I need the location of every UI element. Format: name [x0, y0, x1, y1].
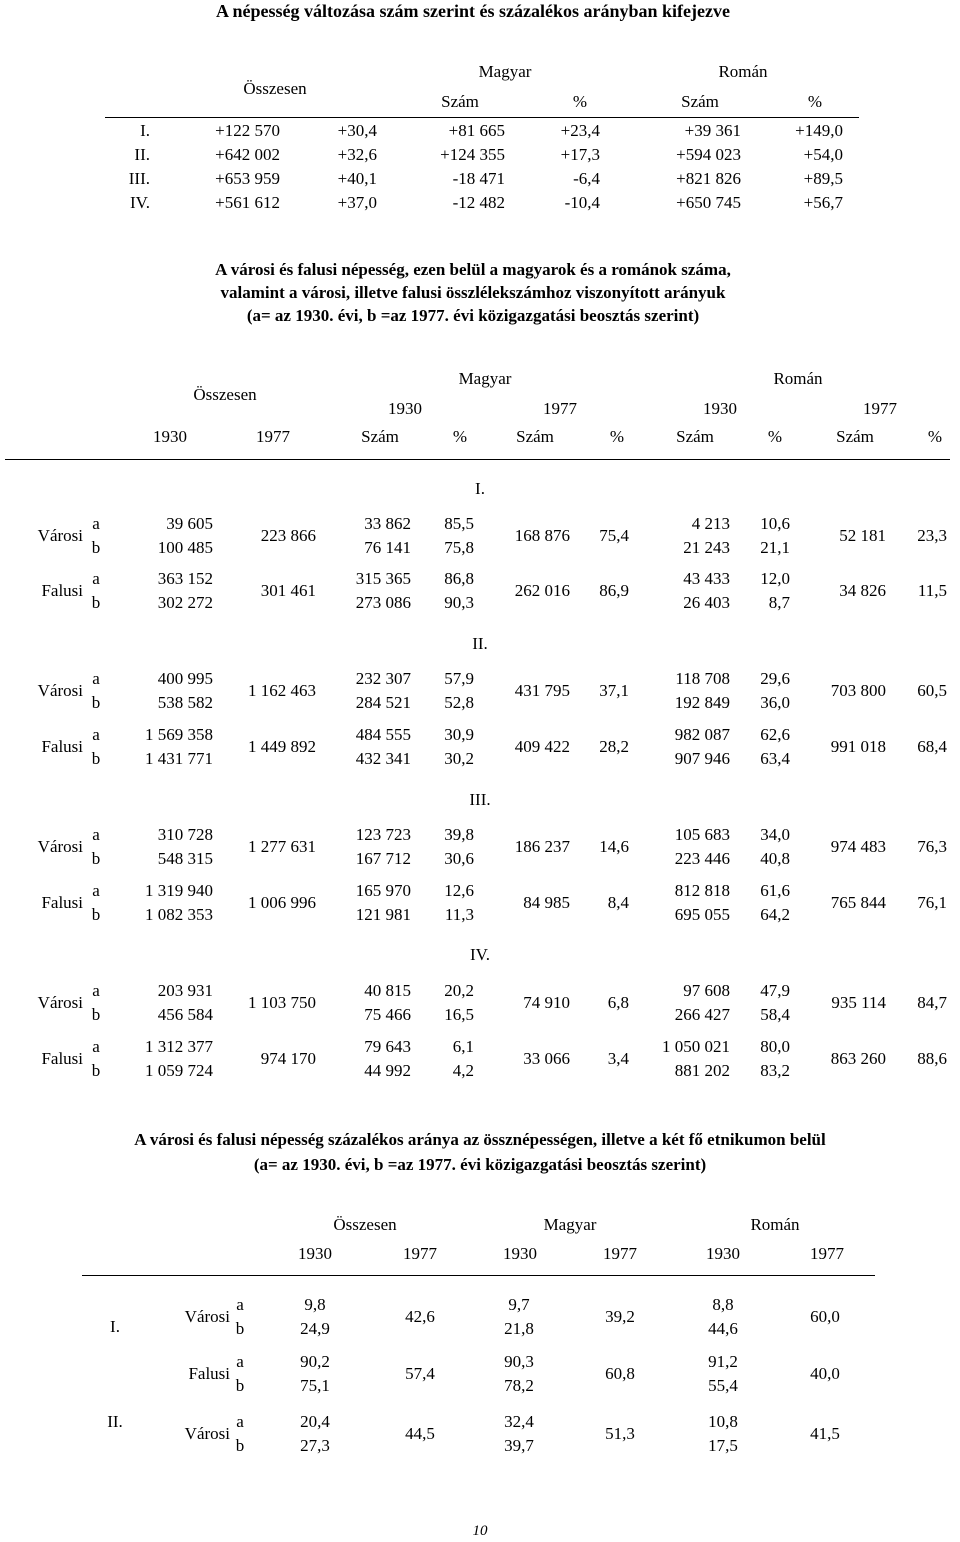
cell-magyar-1930-szam-b: 75 466: [364, 1005, 411, 1024]
cell-osszesen-szam: +653 959: [215, 169, 280, 188]
cell-magyar-1977-pct: 6,8: [607, 993, 629, 1012]
col-header-pct: %: [927, 427, 943, 446]
row-variant-b: b: [91, 1061, 101, 1080]
cell-roman-1930-pct-b: 36,0: [760, 693, 790, 712]
cell-roman-1930-b: 55,4: [708, 1376, 738, 1395]
cell-roman-1977-szam: 863 260: [830, 1049, 886, 1068]
cell-magyar-1930-szam-a: 165 970: [355, 881, 411, 900]
col-header-year: 1977: [863, 399, 897, 418]
table1-header-rule: [105, 117, 859, 118]
col-header-year: 1930: [298, 1244, 332, 1263]
row-name: Városi: [37, 681, 83, 700]
table3-title: [0, 1127, 960, 1177]
cell-osszesen-1930-b: 1 431 771: [145, 749, 213, 768]
cell-osszesen-1930-a: 363 152: [157, 569, 213, 588]
cell-magyar-1977-szam: 168 876: [514, 526, 570, 545]
section-label: IV.: [470, 945, 490, 964]
cell-magyar-1930-pct-b: 16,5: [444, 1005, 474, 1024]
cell-magyar-1930-pct-a: 6,1: [452, 1037, 474, 1056]
cell-osszesen-1930-b: 24,9: [300, 1319, 330, 1338]
row-name: Városi: [37, 993, 83, 1012]
cell-osszesen-1930-b: 548 315: [157, 849, 213, 868]
cell-osszesen-1930-a: 39 605: [166, 514, 213, 533]
col-header-szam: Szám: [676, 427, 714, 446]
cell-roman-1977-szam: 34 826: [839, 581, 886, 600]
col-header-year: 1930: [703, 399, 737, 418]
row-name: Falusi: [41, 581, 83, 600]
cell-magyar-1930-pct-a: 86,8: [444, 569, 474, 588]
col-header-year: 1977: [810, 1244, 844, 1263]
cell-magyar-1930-a: 90,3: [504, 1352, 534, 1371]
col-header-year: 1977: [256, 427, 290, 446]
cell-roman-1930-pct-b: 21,1: [760, 538, 790, 557]
cell-osszesen-1930-b: 1 082 353: [145, 905, 213, 924]
cell-osszesen-1930-a: 1 569 358: [145, 725, 213, 744]
row-label: IV.: [130, 193, 150, 212]
table1-title: A népesség változása szám szerint és százalékos arányban kifejezve: [216, 1, 730, 21]
col-header-year: 1977: [543, 399, 577, 418]
cell-roman-1977-szam: 52 181: [839, 526, 886, 545]
row-variant-a: a: [92, 569, 100, 588]
cell-magyar-1930-szam-a: 232 307: [355, 669, 411, 688]
cell-magyar-1930-pct-a: 12,6: [444, 881, 474, 900]
cell-roman-1930-szam-a: 4 213: [691, 514, 730, 533]
cell-roman-1977-pct: 11,5: [917, 581, 947, 600]
section-label: I.: [110, 1317, 120, 1336]
cell-magyar-1930-pct-a: 30,9: [444, 725, 474, 744]
col-header-roman: Román: [750, 1215, 800, 1234]
col-header-szam: Szám: [516, 427, 554, 446]
cell-osszesen-1930-a: 90,2: [300, 1352, 330, 1371]
cell-roman-1930-pct-b: 63,4: [760, 749, 790, 768]
cell-roman-szam: +594 023: [676, 145, 741, 164]
cell-roman-1930-pct-a: 34,0: [760, 825, 790, 844]
col-header-szam: Szám: [681, 92, 719, 111]
row-variant-a: a: [92, 825, 100, 844]
cell-roman-1930-pct-b: 8,7: [768, 593, 790, 612]
cell-roman-1977-pct: 76,3: [917, 837, 947, 856]
cell-magyar-1977-pct: 75,4: [599, 526, 629, 545]
cell-roman-1977-szam: 991 018: [830, 737, 886, 756]
cell-magyar-pct: -10,4: [564, 193, 600, 212]
row-variant-a: a: [92, 881, 100, 900]
table2-title-line2: valamint a városi, illetve falusi összlélekszámhoz viszonyított arányuk: [220, 283, 726, 302]
cell-magyar-1930-pct-b: 4,2: [452, 1061, 474, 1080]
cell-magyar-pct: +23,4: [560, 121, 600, 140]
cell-roman-1930-pct-a: 47,9: [760, 981, 790, 1000]
cell-magyar-1977-szam: 409 422: [514, 737, 570, 756]
cell-roman-1930-pct-a: 80,0: [760, 1037, 790, 1056]
cell-roman-1930-pct-b: 58,4: [760, 1005, 790, 1024]
row-variant-b: b: [235, 1319, 245, 1338]
cell-osszesen-1977: 1 449 892: [248, 737, 316, 756]
cell-roman-1930-pct-a: 12,0: [760, 569, 790, 588]
row-variant-a: a: [92, 669, 100, 688]
cell-magyar-1977-pct: 86,9: [599, 581, 629, 600]
row-variant-a: a: [236, 1352, 244, 1371]
cell-roman-1930-szam-b: 266 427: [674, 1005, 730, 1024]
row-variant-b: b: [91, 538, 101, 557]
cell-osszesen-pct: +40,1: [337, 169, 377, 188]
table3-title-line2: (a= az 1930. évi, b =az 1977. évi közigazgatási beosztás szerint): [253, 1155, 707, 1174]
row-name: Falusi: [41, 1049, 83, 1068]
cell-osszesen-pct: +32,6: [337, 145, 377, 164]
cell-osszesen-1930-b: 456 584: [157, 1005, 213, 1024]
col-header-pct: %: [572, 92, 588, 111]
cell-roman-1930-szam-a: 118 708: [675, 669, 730, 688]
cell-roman-1930-pct-a: 61,6: [760, 881, 790, 900]
cell-roman-1977-szam: 703 800: [830, 681, 886, 700]
cell-osszesen-1977: 1 006 996: [248, 893, 316, 912]
cell-magyar-1930-pct-b: 30,6: [444, 849, 474, 868]
cell-magyar-1930-pct-b: 90,3: [444, 593, 474, 612]
row-name: Városi: [37, 837, 83, 856]
table2-title-line1: A városi és falusi népesség, ezen belül a magyarok és a románok száma,: [215, 260, 731, 279]
cell-magyar-szam: +81 665: [448, 121, 505, 140]
cell-magyar-szam: +124 355: [440, 145, 505, 164]
cell-roman-1930-pct-a: 29,6: [760, 669, 790, 688]
section-label: I.: [475, 479, 485, 498]
cell-osszesen-1930-a: 1 312 377: [145, 1037, 213, 1056]
row-variant-a: a: [236, 1412, 244, 1431]
cell-osszesen-1977: 974 170: [260, 1049, 316, 1068]
cell-roman-1930-pct-b: 83,2: [760, 1061, 790, 1080]
cell-magyar-1977: 51,3: [605, 1424, 635, 1443]
cell-osszesen-1977: 223 866: [260, 526, 316, 545]
col-header-roman: Román: [718, 62, 768, 81]
cell-magyar-1930-szam-b: 273 086: [355, 593, 411, 612]
cell-osszesen-1930-b: 75,1: [300, 1376, 330, 1395]
cell-magyar-1977-szam: 84 985: [523, 893, 570, 912]
cell-magyar-1930-pct-b: 11,3: [444, 905, 474, 924]
table2-title-line3: (a= az 1930. évi, b =az 1977. évi közigazgatási beosztás szerint): [246, 306, 700, 325]
col-header-magyar: Magyar: [478, 62, 532, 81]
cell-magyar-1930-b: 39,7: [504, 1436, 534, 1455]
cell-magyar-1977-szam: 33 066: [523, 1049, 570, 1068]
cell-osszesen-1930-a: 203 931: [157, 981, 213, 1000]
cell-magyar-1930-pct-b: 52,8: [444, 693, 474, 712]
cell-magyar-1930-pct-a: 39,8: [444, 825, 474, 844]
cell-roman-1977: 40,0: [810, 1364, 840, 1383]
cell-magyar-1930-szam-a: 123 723: [355, 825, 411, 844]
cell-magyar-szam: -18 471: [452, 169, 505, 188]
cell-magyar-1977-pct: 37,1: [599, 681, 629, 700]
cell-roman-pct: +56,7: [803, 193, 843, 212]
cell-magyar-1930-pct-b: 75,8: [444, 538, 474, 557]
cell-magyar-1930-szam-a: 33 862: [364, 514, 411, 533]
cell-magyar-1977: 60,8: [605, 1364, 635, 1383]
cell-osszesen-1977: 301 461: [260, 581, 316, 600]
cell-osszesen-1977: 1 162 463: [248, 681, 316, 700]
col-header-year: 1930: [388, 399, 422, 418]
cell-magyar-1977-pct: 28,2: [599, 737, 629, 756]
cell-magyar-1930-szam-a: 40 815: [364, 981, 411, 1000]
cell-osszesen-1930-b: 100 485: [157, 538, 213, 557]
row-label: II.: [134, 145, 150, 164]
table3-header-rule: [82, 1275, 875, 1276]
cell-roman-1930-b: 17,5: [708, 1436, 738, 1455]
cell-magyar-1977-szam: 186 237: [514, 837, 570, 856]
cell-magyar-1930-szam-a: 315 365: [355, 569, 411, 588]
cell-roman-1930-szam-b: 26 403: [683, 593, 730, 612]
cell-osszesen-1930-b: 27,3: [300, 1436, 330, 1455]
section-label: II.: [107, 1412, 123, 1431]
cell-osszesen-1930-a: 1 319 940: [145, 881, 213, 900]
table2-header-rule: [5, 459, 950, 460]
cell-roman-1930-szam-a: 97 608: [683, 981, 730, 1000]
cell-osszesen-1930-a: 310 728: [157, 825, 213, 844]
cell-osszesen-1930-b: 302 272: [157, 593, 213, 612]
cell-roman-1977-pct: 68,4: [917, 737, 947, 756]
cell-magyar-1930-b: 21,8: [504, 1319, 534, 1338]
cell-roman-1977: 60,0: [810, 1307, 840, 1326]
cell-roman-1930-szam-a: 43 433: [683, 569, 730, 588]
row-name: Falusi: [41, 737, 83, 756]
cell-osszesen-szam: +642 002: [215, 145, 280, 164]
col-header-year: 1930: [503, 1244, 537, 1263]
cell-magyar-1977-pct: 8,4: [607, 893, 629, 912]
cell-roman-1930-pct-a: 10,6: [760, 514, 790, 533]
col-header-year: 1930: [706, 1244, 740, 1263]
cell-roman-1930-szam-b: 695 055: [674, 905, 730, 924]
col-header-osszesen: Összesen: [193, 385, 257, 404]
cell-magyar-1930-b: 78,2: [504, 1376, 534, 1395]
row-variant-a: a: [236, 1295, 244, 1314]
cell-osszesen-pct: +37,0: [337, 193, 377, 212]
cell-roman-1930-a: 91,2: [708, 1352, 738, 1371]
col-header-roman: Román: [773, 369, 823, 388]
cell-roman-1930-a: 8,8: [712, 1295, 734, 1314]
row-variant-a: a: [92, 1037, 100, 1056]
col-header-pct: %: [609, 427, 625, 446]
col-header-szam: Szám: [441, 92, 479, 111]
cell-osszesen-1930-b: 538 582: [157, 693, 213, 712]
cell-roman-1977-szam: 974 483: [830, 837, 886, 856]
cell-magyar-1930-szam-b: 284 521: [355, 693, 411, 712]
cell-magyar-pct: +17,3: [560, 145, 600, 164]
cell-roman-1930-szam-a: 105 683: [674, 825, 730, 844]
cell-magyar-1930-szam-b: 432 341: [355, 749, 411, 768]
cell-roman-1930-szam-b: 907 946: [674, 749, 730, 768]
row-label: I.: [140, 121, 150, 140]
cell-magyar-1930-szam-b: 44 992: [364, 1061, 411, 1080]
page-number: 10: [472, 1523, 488, 1539]
cell-roman-1930-pct-a: 62,6: [760, 725, 790, 744]
cell-roman-1930-a: 10,8: [708, 1412, 738, 1431]
row-name: Városi: [184, 1307, 230, 1326]
row-name: Falusi: [188, 1364, 230, 1383]
cell-roman-1977-pct: 84,7: [917, 993, 947, 1012]
row-name: Városi: [37, 526, 83, 545]
cell-osszesen-1977: 1 103 750: [248, 993, 316, 1012]
row-name: Városi: [184, 1424, 230, 1443]
cell-magyar-1930-szam-b: 167 712: [355, 849, 411, 868]
cell-magyar-1930-szam-b: 121 981: [355, 905, 411, 924]
row-variant-b: b: [91, 593, 101, 612]
cell-roman-1977-pct: 88,6: [917, 1049, 947, 1068]
cell-osszesen-szam: +561 612: [215, 193, 280, 212]
cell-roman-1930-b: 44,6: [708, 1319, 738, 1338]
row-variant-b: b: [91, 905, 101, 924]
cell-magyar-1977-pct: 14,6: [599, 837, 629, 856]
cell-osszesen-1930-a: 9,8: [304, 1295, 326, 1314]
cell-magyar-1930-a: 32,4: [504, 1412, 534, 1431]
cell-roman-1977-pct: 76,1: [917, 893, 947, 912]
cell-magyar-1977-szam: 74 910: [523, 993, 570, 1012]
col-header-year: 1977: [603, 1244, 637, 1263]
cell-osszesen-pct: +30,4: [337, 121, 377, 140]
row-variant-b: b: [235, 1376, 245, 1395]
cell-magyar-1930-pct-a: 57,9: [444, 669, 474, 688]
cell-magyar-1930-a: 9,7: [508, 1295, 530, 1314]
page-title: [0, 2, 960, 20]
cell-roman-szam: +650 745: [676, 193, 741, 212]
row-variant-a: a: [92, 981, 100, 1000]
col-header-pct: %: [767, 427, 783, 446]
cell-magyar-szam: -12 482: [452, 193, 505, 212]
cell-magyar-1977-szam: 262 016: [514, 581, 570, 600]
cell-roman-1977-pct: 60,5: [917, 681, 947, 700]
cell-magyar-1930-pct-b: 30,2: [444, 749, 474, 768]
cell-roman-pct: +89,5: [803, 169, 843, 188]
cell-magyar-1930-pct-a: 85,5: [444, 514, 474, 533]
col-header-pct: %: [452, 427, 468, 446]
cell-roman-pct: +54,0: [803, 145, 843, 164]
cell-roman-szam: +821 826: [676, 169, 741, 188]
cell-magyar-1930-szam-a: 484 555: [355, 725, 411, 744]
cell-roman-1977-szam: 935 114: [831, 993, 886, 1012]
cell-roman-1930-szam-b: 21 243: [683, 538, 730, 557]
row-label: III.: [128, 169, 150, 188]
row-variant-b: b: [91, 749, 101, 768]
col-header-pct: %: [807, 92, 823, 111]
cell-roman-1977-pct: 23,3: [917, 526, 947, 545]
cell-roman-1977: 41,5: [810, 1424, 840, 1443]
row-variant-a: a: [92, 514, 100, 533]
cell-magyar-1930-szam-a: 79 643: [364, 1037, 411, 1056]
cell-magyar-1930-szam-b: 76 141: [364, 538, 411, 557]
table2-title: [0, 258, 946, 327]
col-header-year: 1977: [403, 1244, 437, 1263]
row-variant-a: a: [92, 725, 100, 744]
cell-roman-1977-szam: 765 844: [830, 893, 886, 912]
section-label: II.: [472, 634, 488, 653]
cell-magyar-1977-pct: 3,4: [607, 1049, 629, 1068]
row-name: Falusi: [41, 893, 83, 912]
cell-roman-szam: +39 361: [684, 121, 741, 140]
cell-roman-1930-pct-b: 64,2: [760, 905, 790, 924]
cell-osszesen-1930-a: 20,4: [300, 1412, 330, 1431]
cell-magyar-1977: 39,2: [605, 1307, 635, 1326]
cell-roman-1930-szam-b: 223 446: [674, 849, 730, 868]
cell-magyar-pct: -6,4: [573, 169, 600, 188]
cell-roman-1930-szam-a: 1 050 021: [662, 1037, 730, 1056]
col-header-magyar: Magyar: [543, 1215, 597, 1234]
cell-roman-pct: +149,0: [795, 121, 843, 140]
row-variant-b: b: [91, 849, 101, 868]
cell-magyar-1930-pct-a: 20,2: [444, 981, 474, 1000]
col-header-osszesen: Összesen: [333, 1215, 397, 1234]
table3-title-line1: A városi és falusi népesség százalékos aránya az össznépességen, illetve a két fő etnikumon belül: [134, 1130, 826, 1149]
cell-osszesen-1977: 44,5: [405, 1424, 435, 1443]
cell-magyar-1977-szam: 431 795: [514, 681, 570, 700]
cell-roman-1930-szam-a: 812 818: [674, 881, 730, 900]
section-label: III.: [469, 790, 491, 809]
cell-osszesen-szam: +122 570: [215, 121, 280, 140]
col-header-magyar: Magyar: [458, 369, 512, 388]
col-header-osszesen: Összesen: [243, 79, 307, 98]
cell-roman-1930-szam-b: 192 849: [674, 693, 730, 712]
col-header-szam: Szám: [361, 427, 399, 446]
cell-osszesen-1977: 57,4: [405, 1364, 435, 1383]
row-variant-b: b: [91, 693, 101, 712]
col-header-year: 1930: [153, 427, 187, 446]
cell-osszesen-1977: 1 277 631: [248, 837, 316, 856]
cell-osszesen-1930-b: 1 059 724: [145, 1061, 213, 1080]
cell-osszesen-1977: 42,6: [405, 1307, 435, 1326]
col-header-szam: Szám: [836, 427, 874, 446]
cell-roman-1930-szam-a: 982 087: [674, 725, 730, 744]
row-variant-b: b: [235, 1436, 245, 1455]
cell-osszesen-1930-a: 400 995: [157, 669, 213, 688]
row-variant-b: b: [91, 1005, 101, 1024]
cell-roman-1930-szam-b: 881 202: [674, 1061, 730, 1080]
cell-roman-1930-pct-b: 40,8: [760, 849, 790, 868]
